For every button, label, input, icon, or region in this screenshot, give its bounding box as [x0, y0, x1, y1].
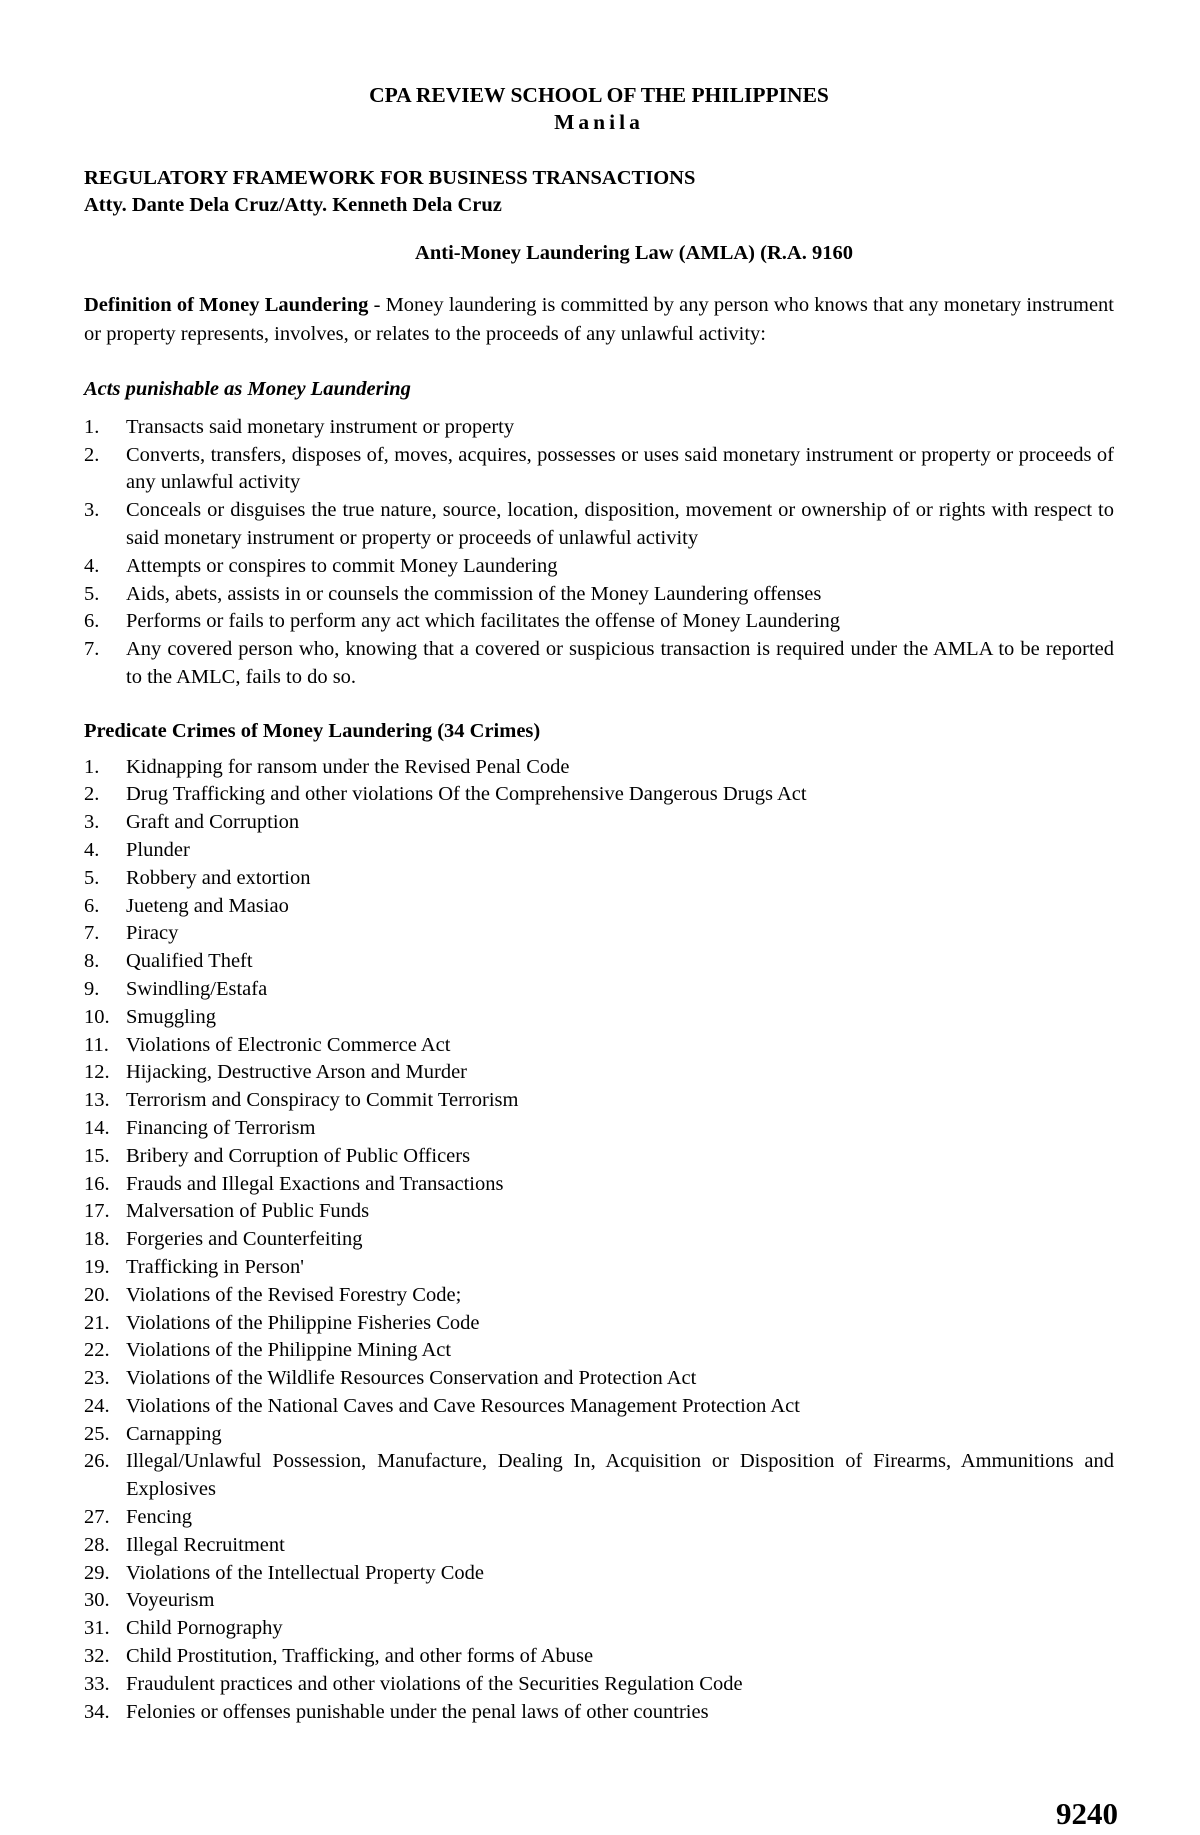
list-item-number: 22.	[84, 1339, 110, 1362]
act-list-item	[84, 497, 1114, 553]
list-item-text: Illegal Recruitment	[126, 1533, 285, 1556]
list-item-text: Jueteng and Masiao	[126, 894, 289, 917]
predicate-crime-item	[84, 1671, 1114, 1699]
predicate-crime-item	[84, 1059, 1114, 1087]
authors-line: Atty. Dante Dela Cruz/Atty. Kenneth Dela Cruz	[84, 194, 502, 216]
predicate-crime-item	[84, 1171, 1114, 1199]
predicate-crime-item	[84, 1310, 1114, 1338]
predicate-crime-item	[84, 1448, 1114, 1504]
list-item-number: 7.	[84, 922, 100, 945]
list-item-number: 7.	[84, 638, 100, 661]
list-item-number: 33.	[84, 1672, 110, 1695]
school-name: CPA REVIEW SCHOOL OF THE PHILIPPINES	[369, 83, 829, 107]
list-item-number: 14.	[84, 1116, 110, 1139]
predicate-crimes-list	[84, 754, 1114, 1727]
list-item-text: Malversation of Public Funds	[126, 1200, 370, 1223]
list-item-text: Transacts said monetary instrument or property	[126, 415, 515, 438]
act-list-item	[84, 553, 1114, 581]
list-item-number: 15.	[84, 1144, 110, 1167]
definition-paragraph	[84, 291, 1114, 348]
list-item-number: 3.	[84, 811, 100, 834]
list-item-text: Piracy	[126, 922, 179, 945]
list-item-text: Fraudulent practices and other violations of the Securities Regulation Code	[126, 1672, 743, 1695]
list-item-number: 2.	[84, 783, 100, 806]
list-item-number: 6.	[84, 894, 100, 917]
list-item-text: Converts, transfers, disposes of, moves, acquires, possesses or uses said monetary instrument or property or proceeds of any unlawful activity	[126, 443, 1114, 494]
list-item-text: Conceals or disguises the true nature, source, location, disposition, movement or ownership of or rights with respect to said monetary instrument or property or proceeds of unlawful activity	[126, 499, 1114, 549]
list-item-text: Bribery and Corruption of Public Officers	[126, 1144, 471, 1167]
predicate-crime-item	[84, 1699, 1114, 1727]
definition-text: - Money laundering is committed by any person who knows that any monetary instrument or property represents, involves, or relates to the proceeds of any unlawful activity:	[84, 294, 1114, 345]
list-item-number: 24.	[84, 1394, 110, 1417]
list-item-text: Violations of Electronic Commerce Act	[126, 1033, 451, 1056]
predicate-crime-item	[84, 837, 1114, 865]
list-item-text: Any covered person who, knowing that a covered or suspicious transaction is required under the AMLA to be reported to the AMLC, fails to do so.	[126, 638, 1114, 688]
list-item-text: Illegal/Unlawful Possession, Manufacture, Dealing In, Acquisition or Disposition of Firearms, Ammunitions and Explosives	[126, 1450, 1114, 1501]
list-item-number: 5.	[84, 866, 100, 889]
list-item-text: Frauds and Illegal Exactions and Transactions	[126, 1172, 504, 1195]
list-item-text: Violations of the Revised Forestry Code;	[126, 1283, 462, 1306]
predicate-crime-item	[84, 1198, 1114, 1226]
list-item-number: 34.	[84, 1700, 110, 1723]
predicate-crime-item	[84, 1087, 1114, 1115]
list-item-number: 28.	[84, 1533, 110, 1556]
list-item-number: 32.	[84, 1645, 110, 1668]
predicate-crime-item	[84, 1254, 1114, 1282]
list-item-number: 20.	[84, 1283, 110, 1306]
predicate-crime-item	[84, 1115, 1114, 1143]
list-item-text: Violations of the National Caves and Cave Resources Management Protection Act	[126, 1394, 800, 1417]
list-item-number: 23.	[84, 1367, 110, 1390]
list-item-text: Fencing	[126, 1506, 193, 1529]
list-item-number: 18.	[84, 1228, 110, 1251]
list-item-text: Carnapping	[126, 1422, 222, 1445]
predicate-crime-item	[84, 1560, 1114, 1588]
act-list-item	[84, 414, 1114, 442]
predicate-crime-item	[84, 1615, 1114, 1643]
list-item-text: Violations of the Philippine Fisheries Code	[126, 1311, 480, 1334]
list-item-number: 1.	[84, 415, 100, 438]
predicate-section-title: Predicate Crimes of Money Laundering (34 Crimes)	[84, 719, 541, 742]
list-item-number: 12.	[84, 1061, 110, 1084]
list-item-number: 4.	[84, 554, 100, 577]
predicate-crime-item	[84, 1282, 1114, 1310]
predicate-crime-item	[84, 754, 1114, 782]
list-item-text: Child Prostitution, Trafficking, and other forms of Abuse	[126, 1645, 594, 1668]
predicate-crime-item	[84, 865, 1114, 893]
predicate-crime-item	[84, 1532, 1114, 1560]
list-item-text: Attempts or conspires to commit Money Laundering	[126, 554, 558, 577]
list-item-text: Graft and Corruption	[126, 811, 300, 834]
act-list-item	[84, 636, 1114, 692]
list-item-number: 9.	[84, 977, 100, 1000]
list-item-text: Voyeurism	[126, 1589, 215, 1612]
list-item-number: 16.	[84, 1172, 110, 1195]
act-list-item	[84, 581, 1114, 609]
list-item-text: Plunder	[126, 838, 190, 861]
predicate-crime-item	[84, 1226, 1114, 1254]
predicate-crime-item	[84, 893, 1114, 921]
list-item-number: 25.	[84, 1422, 110, 1445]
list-item-number: 6.	[84, 610, 100, 633]
list-item-text: Drug Trafficking and other violations Of the Comprehensive Dangerous Drugs Act	[126, 783, 807, 806]
list-item-text: Robbery and extortion	[126, 866, 311, 889]
predicate-crime-item	[84, 1032, 1114, 1060]
list-item-number: 27.	[84, 1506, 110, 1529]
list-item-text: Violations of the Wildlife Resources Conservation and Protection Act	[126, 1367, 697, 1390]
list-item-text: Terrorism and Conspiracy to Commit Terrorism	[126, 1089, 519, 1112]
list-item-number: 5.	[84, 582, 100, 605]
document-page	[84, 82, 1114, 1726]
predicate-crime-item	[84, 920, 1114, 948]
list-item-number: 30.	[84, 1589, 110, 1612]
predicate-crime-item	[84, 1504, 1114, 1532]
predicate-crime-item	[84, 809, 1114, 837]
list-item-text: Hijacking, Destructive Arson and Murder	[126, 1061, 468, 1084]
list-item-number: 1.	[84, 755, 100, 778]
list-item-number: 2.	[84, 443, 100, 466]
list-item-number: 31.	[84, 1617, 110, 1640]
list-item-text: Performs or fails to perform any act which facilitates the offense of Money Laundering	[126, 610, 841, 633]
predicate-crime-item	[84, 781, 1114, 809]
predicate-crime-item	[84, 1587, 1114, 1615]
list-item-number: 10.	[84, 1005, 110, 1028]
page-number: 9240	[1056, 1796, 1118, 1831]
list-item-number: 21.	[84, 1311, 110, 1334]
list-item-text: Kidnapping for ransom under the Revised Penal Code	[126, 755, 570, 778]
predicate-crime-item	[84, 1643, 1114, 1671]
list-item-number: 4.	[84, 838, 100, 861]
predicate-crime-item	[84, 1143, 1114, 1171]
predicate-crime-item	[84, 1004, 1114, 1032]
list-item-text: Swindling/Estafa	[126, 977, 268, 1000]
list-item-text: Aids, abets, assists in or counsels the commission of the Money Laundering offenses	[126, 582, 822, 605]
list-item-text: Smuggling	[126, 1005, 216, 1028]
predicate-crime-item	[84, 948, 1114, 976]
act-list-item	[84, 608, 1114, 636]
list-item-number: 11.	[84, 1033, 109, 1056]
predicate-crime-item	[84, 1393, 1114, 1421]
school-city: Manila	[554, 110, 644, 134]
list-item-text: Qualified Theft	[126, 950, 253, 973]
acts-section-title: Acts punishable as Money Laundering	[84, 378, 411, 400]
predicate-crime-item	[84, 1365, 1114, 1393]
list-item-number: 26.	[84, 1450, 110, 1473]
list-item-text: Child Pornography	[126, 1617, 283, 1640]
definition-term: Definition of Money Laundering	[84, 294, 369, 316]
list-item-number: 19.	[84, 1255, 110, 1278]
predicate-crime-item	[84, 976, 1114, 1004]
list-item-number: 3.	[84, 499, 100, 522]
acts-list	[84, 414, 1114, 692]
list-item-text: Forgeries and Counterfeiting	[126, 1228, 363, 1251]
predicate-crime-item	[84, 1337, 1114, 1365]
act-list-item	[84, 442, 1114, 498]
list-item-number: 13.	[84, 1089, 110, 1112]
predicate-crime-item	[84, 1421, 1114, 1449]
list-item-text: Violations of the Intellectual Property Code	[126, 1561, 484, 1584]
list-item-text: Financing of Terrorism	[126, 1116, 316, 1139]
list-item-number: 17.	[84, 1200, 110, 1223]
list-item-text: Trafficking in Person'	[126, 1255, 304, 1278]
list-item-number: 8.	[84, 950, 100, 973]
list-item-text: Felonies or offenses punishable under the penal laws of other countries	[126, 1700, 709, 1723]
list-item-number: 29.	[84, 1561, 110, 1584]
law-title: Anti-Money Laundering Law (AMLA) (R.A. 9160	[415, 242, 853, 264]
list-item-text: Violations of the Philippine Mining Act	[126, 1339, 452, 1362]
subject-title: REGULATORY FRAMEWORK FOR BUSINESS TRANSACTIONS	[84, 167, 696, 189]
